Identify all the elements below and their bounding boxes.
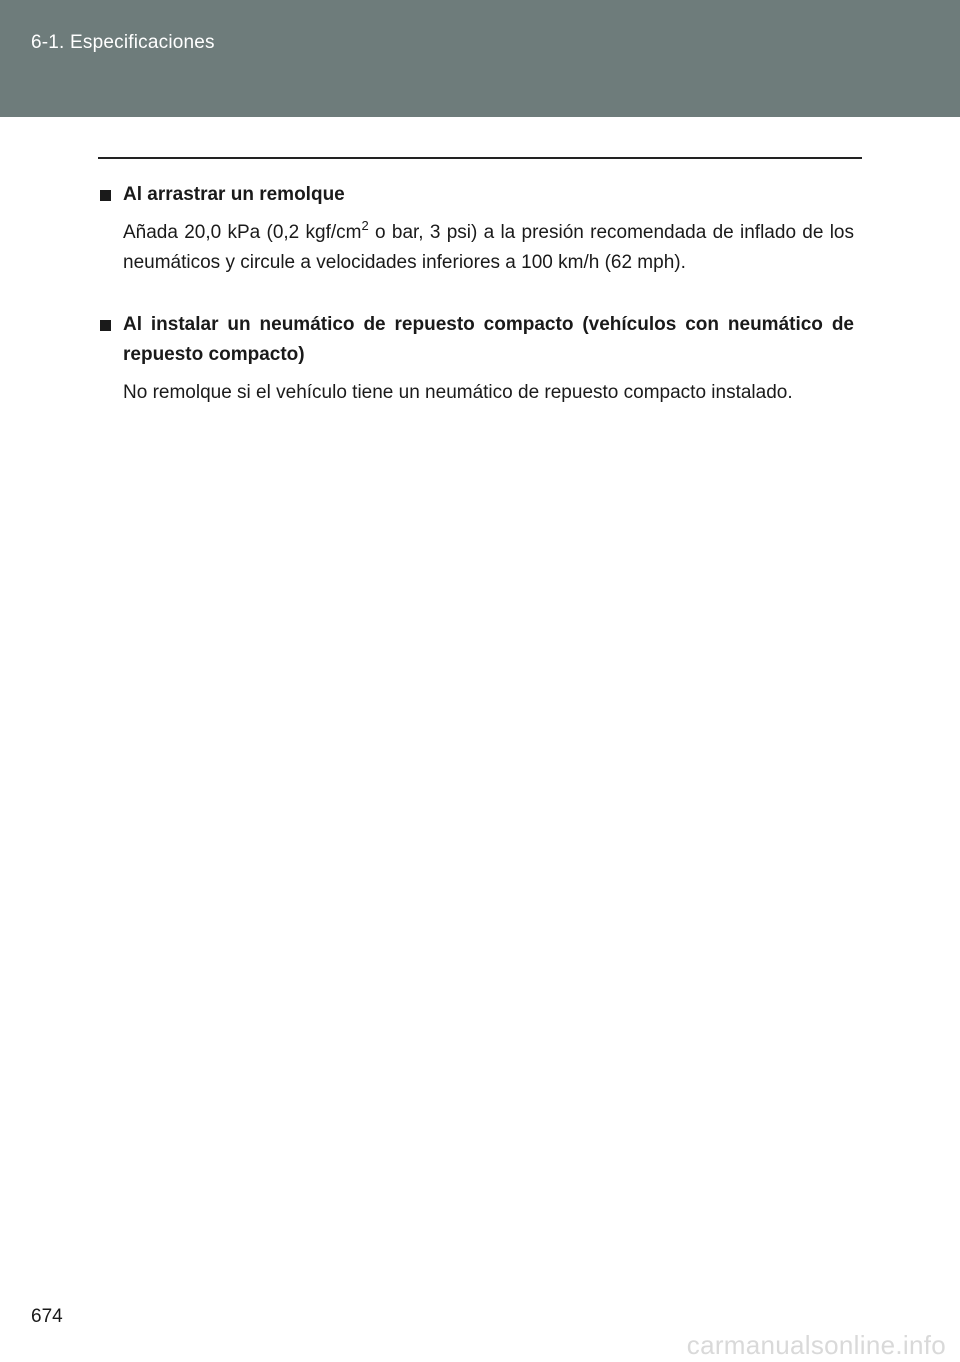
section-body bbox=[100, 218, 854, 278]
square-bullet-icon bbox=[100, 320, 111, 331]
divider-rule bbox=[98, 157, 862, 159]
section-compact-spare bbox=[100, 310, 854, 408]
heading-text: Al instalar un neumático de repuesto compacto (vehículos con neumático de repuesto compacto) bbox=[123, 314, 854, 365]
watermark: carmanualsonline.info bbox=[686, 1330, 946, 1360]
body-text-part: Añada 20,0 kPa (0,2 kgf/cm bbox=[123, 222, 362, 243]
body-text-part: o bar, 3 psi) a la presión recomendada de inflado de los neumáticos y circule a velocidades inferiores a 100 km/h (62 mph). bbox=[123, 222, 854, 273]
page-number: 674 bbox=[31, 1306, 63, 1327]
section-towing-trailer bbox=[100, 180, 854, 278]
square-bullet-icon bbox=[100, 190, 111, 201]
section-heading bbox=[100, 310, 854, 370]
section-title: 6-1. Especificaciones bbox=[31, 32, 215, 53]
section-body: No remolque si el vehículo tiene un neumático de repuesto compacto instalado. bbox=[123, 382, 793, 403]
header-band bbox=[0, 0, 960, 117]
section-heading bbox=[100, 180, 854, 210]
heading-text: Al arrastrar un remolque bbox=[123, 184, 345, 205]
superscript: 2 bbox=[361, 218, 369, 233]
